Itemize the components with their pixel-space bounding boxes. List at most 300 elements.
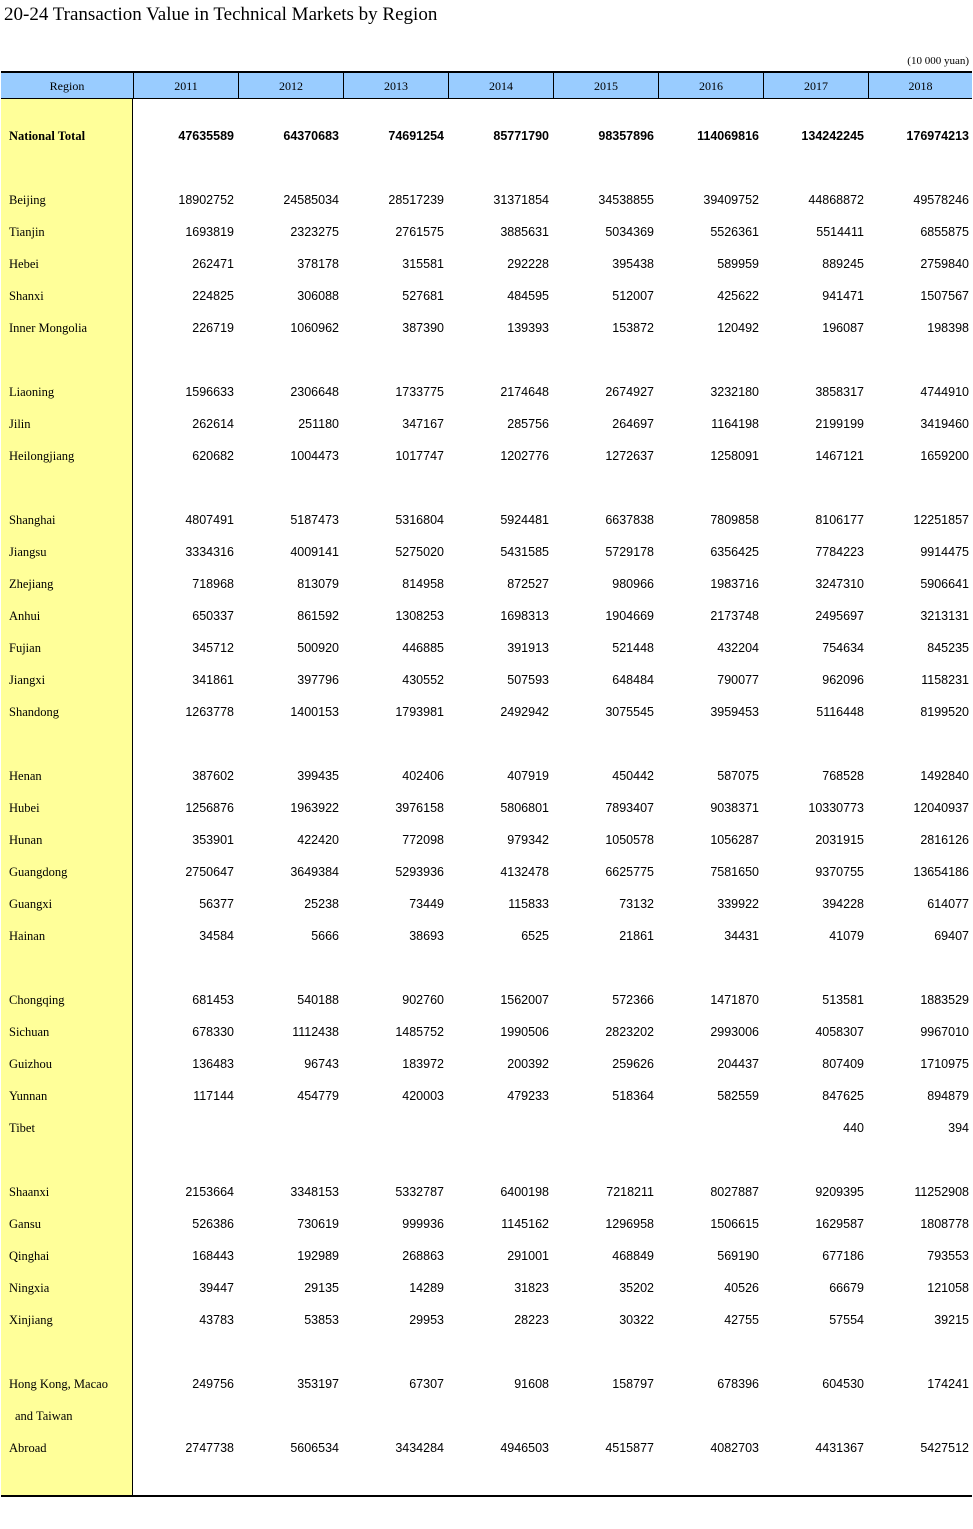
table-row — [1, 1310, 972, 1330]
value-cell: 1629587 — [815, 1217, 864, 1231]
value-cell: 53853 — [304, 1313, 339, 1327]
value-cell: 4515877 — [605, 1441, 654, 1455]
value-cell: 1056287 — [710, 833, 759, 847]
value-cell: 168443 — [192, 1249, 234, 1263]
value-cell: 650337 — [192, 609, 234, 623]
table-row — [1, 990, 972, 1010]
value-cell: 353197 — [297, 1377, 339, 1391]
value-cell: 18902752 — [178, 193, 234, 207]
value-cell: 430552 — [402, 673, 444, 687]
value-cell: 251180 — [298, 417, 339, 431]
value-cell: 8199520 — [920, 705, 969, 719]
value-cell: 589959 — [717, 257, 759, 271]
value-cell: 3075545 — [605, 705, 654, 719]
value-cell: 5034369 — [605, 225, 654, 239]
value-cell: 3976158 — [395, 801, 444, 815]
region-label: Ningxia — [9, 1281, 50, 1295]
region-label: Sichuan — [9, 1025, 50, 1039]
value-cell: 620682 — [192, 449, 234, 463]
value-cell: 5431585 — [500, 545, 549, 559]
value-cell: 3334316 — [185, 545, 234, 559]
value-cell: 158797 — [612, 1377, 654, 1391]
value-cell: 49578246 — [913, 193, 969, 207]
value-cell: 518364 — [612, 1089, 654, 1103]
value-cell: 292228 — [507, 257, 549, 271]
region-label: Qinghai — [9, 1249, 50, 1263]
value-cell: 66679 — [829, 1281, 864, 1295]
value-cell: 2492942 — [500, 705, 549, 719]
region-label: Inner Mongolia — [9, 321, 88, 335]
value-cell: 85771790 — [493, 129, 549, 143]
value-cell: 21861 — [619, 929, 654, 943]
region-label: Guangxi — [9, 897, 53, 911]
table-row — [1, 286, 972, 306]
value-cell: 813079 — [297, 577, 339, 591]
table-row — [1, 702, 972, 722]
value-cell: 3213131 — [920, 609, 969, 623]
region-label: Guangdong — [9, 865, 68, 879]
region-label: Shanghai — [9, 513, 56, 527]
value-cell: 29953 — [409, 1313, 444, 1327]
region-label: Abroad — [9, 1441, 47, 1455]
value-cell: 4132478 — [500, 865, 549, 879]
value-cell: 8027887 — [710, 1185, 759, 1199]
value-cell: 500920 — [297, 641, 339, 655]
value-cell: 2747738 — [185, 1441, 234, 1455]
region-label: Shaanxi — [9, 1185, 50, 1199]
value-cell: 117144 — [193, 1089, 234, 1103]
value-cell: 285756 — [507, 417, 549, 431]
table-row — [1, 1214, 972, 1234]
value-cell: 153872 — [612, 321, 654, 335]
value-cell: 677186 — [822, 1249, 864, 1263]
value-cell: 5729178 — [605, 545, 654, 559]
value-cell: 999936 — [402, 1217, 444, 1231]
value-cell: 64370683 — [283, 129, 339, 143]
value-cell: 262614 — [192, 417, 234, 431]
value-cell: 394228 — [822, 897, 864, 911]
value-cell: 3348153 — [290, 1185, 339, 1199]
table-row — [1, 542, 972, 562]
value-cell: 9209395 — [815, 1185, 864, 1199]
table-row — [1, 1374, 972, 1394]
value-cell: 4946503 — [500, 1441, 549, 1455]
value-cell: 1596633 — [185, 385, 234, 399]
table-row — [1, 1054, 972, 1074]
region-label: Hunan — [9, 833, 43, 847]
value-cell: 39215 — [934, 1313, 969, 1327]
value-cell: 399435 — [297, 769, 339, 783]
region-label: Heilongjiang — [9, 449, 75, 463]
value-cell: 513581 — [822, 993, 864, 1007]
region-label: Tibet — [9, 1121, 35, 1135]
table-row — [1, 1118, 972, 1138]
value-cell: 121058 — [927, 1281, 969, 1295]
value-cell: 28517239 — [388, 193, 444, 207]
value-cell: 397796 — [297, 673, 339, 687]
value-cell: 772098 — [402, 833, 444, 847]
value-cell: 268863 — [402, 1249, 444, 1263]
table-bottom-rule — [1, 1495, 972, 1497]
value-cell: 6855875 — [920, 225, 969, 239]
value-cell: 1258091 — [710, 449, 759, 463]
value-cell: 440 — [843, 1121, 864, 1135]
value-cell: 34584 — [199, 929, 234, 943]
value-cell: 38693 — [409, 929, 444, 943]
value-cell: 1507567 — [920, 289, 969, 303]
value-cell: 13654186 — [913, 865, 969, 879]
value-cell: 2306648 — [290, 385, 339, 399]
value-cell: 889245 — [822, 257, 864, 271]
value-cell: 183972 — [402, 1057, 444, 1071]
value-cell: 391913 — [507, 641, 549, 655]
region-label: Chongqing — [9, 993, 65, 1007]
value-cell: 454779 — [297, 1089, 339, 1103]
value-cell: 394 — [948, 1121, 969, 1135]
value-cell: 44868872 — [808, 193, 864, 207]
value-cell: 754634 — [822, 641, 864, 655]
value-cell: 894879 — [927, 1089, 969, 1103]
region-label: Shanxi — [9, 289, 44, 303]
header-region: Region — [49, 79, 85, 93]
value-cell: 196087 — [822, 321, 864, 335]
value-cell: 572366 — [612, 993, 654, 1007]
value-cell: 25238 — [304, 897, 339, 911]
value-cell: 807409 — [822, 1057, 864, 1071]
value-cell: 387390 — [402, 321, 444, 335]
value-cell: 1145162 — [501, 1217, 549, 1231]
value-cell: 200392 — [507, 1057, 549, 1071]
page-title: 20-24 Transaction Value in Technical Markets by Region — [4, 4, 438, 25]
value-cell: 5526361 — [710, 225, 759, 239]
value-cell: 614077 — [927, 897, 969, 911]
value-cell: 1990506 — [500, 1025, 549, 1039]
value-cell: 7218211 — [606, 1185, 654, 1199]
value-cell: 1272637 — [605, 449, 654, 463]
value-cell: 5332787 — [395, 1185, 444, 1199]
region-label: Jiangsu — [9, 545, 47, 559]
header-year: 2016 — [658, 73, 763, 99]
value-cell: 527681 — [402, 289, 444, 303]
value-cell: 35202 — [619, 1281, 654, 1295]
value-cell: 1004473 — [290, 449, 339, 463]
value-cell: 1808778 — [920, 1217, 969, 1231]
value-cell: 1202776 — [500, 449, 549, 463]
value-cell: 420003 — [402, 1089, 444, 1103]
value-cell: 14289 — [409, 1281, 444, 1295]
value-cell: 507593 — [507, 673, 549, 687]
value-cell: 3858317 — [815, 385, 864, 399]
value-cell: 3232180 — [710, 385, 759, 399]
value-cell: 9370755 — [815, 865, 864, 879]
value-cell: 861592 — [297, 609, 339, 623]
value-cell: 1793981 — [395, 705, 444, 719]
value-cell: 39447 — [199, 1281, 234, 1295]
region-label: Guizhou — [9, 1057, 53, 1071]
value-cell: 395438 — [612, 257, 654, 271]
value-cell: 387602 — [192, 769, 234, 783]
header-year: 2017 — [763, 73, 868, 99]
value-cell: 56377 — [199, 897, 234, 911]
value-cell: 540188 — [297, 993, 339, 1007]
table-row — [1, 1022, 972, 1042]
table-row — [1, 318, 972, 338]
region-label: Beijing — [9, 193, 46, 207]
region-label: Jilin — [9, 417, 31, 431]
value-cell: 12040937 — [913, 801, 969, 815]
value-cell: 7809858 — [710, 513, 759, 527]
value-cell: 790077 — [717, 673, 759, 687]
value-cell: 3434284 — [395, 1441, 444, 1455]
value-cell: 174241 — [927, 1377, 969, 1391]
region-label: Gansu — [9, 1217, 41, 1231]
value-cell: 2031915 — [815, 833, 864, 847]
table-row — [1, 510, 972, 530]
value-cell: 4082703 — [710, 1441, 759, 1455]
value-cell: 468849 — [612, 1249, 654, 1263]
value-cell: 1471870 — [710, 993, 759, 1007]
value-cell: 1710975 — [920, 1057, 969, 1071]
value-cell: 902760 — [402, 993, 444, 1007]
value-cell: 1296958 — [605, 1217, 654, 1231]
value-cell: 5806801 — [500, 801, 549, 815]
value-cell: 5275020 — [395, 545, 444, 559]
value-cell: 2323275 — [290, 225, 339, 239]
value-cell: 1017747 — [395, 449, 444, 463]
value-cell: 1492840 — [920, 769, 969, 783]
region-label: Yunnan — [9, 1089, 48, 1103]
value-cell: 3649384 — [290, 865, 339, 879]
value-cell: 845235 — [927, 641, 969, 655]
value-cell: 5906641 — [920, 577, 969, 591]
value-cell: 47635589 — [178, 129, 234, 143]
table-row — [1, 1182, 972, 1202]
value-cell: 1562007 — [500, 993, 549, 1007]
header-year: 2011 — [133, 73, 238, 99]
table-row — [1, 1438, 972, 1458]
value-cell: 484595 — [507, 289, 549, 303]
table-row — [1, 446, 972, 466]
value-cell: 1050578 — [605, 833, 654, 847]
value-cell: 1164198 — [711, 417, 759, 431]
value-cell: 6525 — [521, 929, 549, 943]
table-row — [1, 862, 972, 882]
value-cell: 69407 — [934, 929, 969, 943]
value-cell: 5606534 — [290, 1441, 339, 1455]
value-cell: 2199199 — [815, 417, 864, 431]
table-row — [1, 382, 972, 402]
value-cell: 5187473 — [290, 513, 339, 527]
value-cell: 3419460 — [920, 417, 969, 431]
value-cell: 120492 — [717, 321, 759, 335]
region-label: Liaoning — [9, 385, 55, 399]
value-cell: 192989 — [297, 1249, 339, 1263]
value-cell: 1659200 — [920, 449, 969, 463]
value-cell: 259626 — [612, 1057, 654, 1071]
value-cell: 34538855 — [598, 193, 654, 207]
table-row — [1, 1406, 972, 1426]
value-cell: 306088 — [297, 289, 339, 303]
value-cell: 526386 — [192, 1217, 234, 1231]
header-year: 2012 — [238, 73, 343, 99]
header-year: 2015 — [553, 73, 658, 99]
value-cell: 34431 — [724, 929, 759, 943]
value-cell: 3885631 — [500, 225, 549, 239]
value-cell: 425622 — [717, 289, 759, 303]
value-cell: 648484 — [612, 673, 654, 687]
value-cell: 31371854 — [493, 193, 549, 207]
value-cell: 521448 — [612, 641, 654, 655]
value-cell: 2153664 — [185, 1185, 234, 1199]
value-cell: 73449 — [409, 897, 444, 911]
table-row — [1, 1086, 972, 1106]
value-cell: 4744910 — [920, 385, 969, 399]
value-cell: 1733775 — [395, 385, 444, 399]
value-cell: 4058307 — [815, 1025, 864, 1039]
value-cell: 1693819 — [185, 225, 234, 239]
value-cell: 2759840 — [920, 257, 969, 271]
value-cell: 1158231 — [921, 673, 969, 687]
value-cell: 3959453 — [710, 705, 759, 719]
value-cell: 4431367 — [815, 1441, 864, 1455]
value-cell: 176974213 — [906, 129, 969, 143]
value-cell: 9038371 — [710, 801, 759, 815]
value-cell: 12251857 — [913, 513, 969, 527]
value-cell: 604530 — [822, 1377, 864, 1391]
value-cell: 11252908 — [914, 1185, 969, 1199]
value-cell: 479233 — [507, 1089, 549, 1103]
region-label: Hong Kong, Macao — [9, 1377, 108, 1391]
value-cell: 9967010 — [920, 1025, 969, 1039]
table-row — [1, 830, 972, 850]
value-cell: 5924481 — [500, 513, 549, 527]
header-year: 2018 — [868, 73, 972, 99]
value-cell: 681453 — [192, 993, 234, 1007]
value-cell: 5116448 — [816, 705, 864, 719]
value-cell: 339922 — [717, 897, 759, 911]
value-cell: 3247310 — [815, 577, 864, 591]
value-cell: 1112438 — [292, 1025, 339, 1039]
value-cell: 2816126 — [920, 833, 969, 847]
value-cell: 41079 — [829, 929, 864, 943]
value-cell: 6400198 — [500, 1185, 549, 1199]
value-cell: 1883529 — [920, 993, 969, 1007]
value-cell: 134242245 — [801, 129, 864, 143]
table-row — [1, 606, 972, 626]
table-row — [1, 126, 972, 146]
value-cell: 582559 — [717, 1089, 759, 1103]
value-cell: 98357896 — [598, 129, 654, 143]
table-row — [1, 926, 972, 946]
value-cell: 67307 — [409, 1377, 444, 1391]
value-cell: 7893407 — [605, 801, 654, 815]
table-row — [1, 766, 972, 786]
region-label: Fujian — [9, 641, 41, 655]
table-row — [1, 670, 972, 690]
value-cell: 512007 — [612, 289, 654, 303]
value-cell: 432204 — [717, 641, 759, 655]
table-row — [1, 1278, 972, 1298]
value-cell: 814958 — [402, 577, 444, 591]
value-cell: 6625775 — [605, 865, 654, 879]
value-cell: 962096 — [822, 673, 864, 687]
value-cell: 2174648 — [500, 385, 549, 399]
value-cell: 980966 — [612, 577, 654, 591]
value-cell: 1983716 — [710, 577, 759, 591]
value-cell: 678396 — [717, 1377, 759, 1391]
table-row — [1, 638, 972, 658]
value-cell: 10330773 — [808, 801, 864, 815]
value-cell: 96743 — [304, 1057, 339, 1071]
table-header — [1, 71, 972, 99]
table-row — [1, 798, 972, 818]
value-cell: 847625 — [822, 1089, 864, 1103]
value-cell: 29135 — [304, 1281, 339, 1295]
value-cell: 1485752 — [395, 1025, 444, 1039]
value-cell: 1263778 — [185, 705, 234, 719]
value-cell: 345712 — [192, 641, 234, 655]
value-cell: 5316804 — [395, 513, 444, 527]
value-cell: 291001 — [507, 1249, 549, 1263]
table-row — [1, 190, 972, 210]
value-cell: 74691254 — [388, 129, 444, 143]
value-cell: 5293936 — [395, 865, 444, 879]
value-cell: 587075 — [717, 769, 759, 783]
value-cell: 1060962 — [290, 321, 339, 335]
value-cell: 2823202 — [605, 1025, 654, 1039]
value-cell: 6356425 — [710, 545, 759, 559]
value-cell: 1506615 — [710, 1217, 759, 1231]
value-cell: 1904669 — [605, 609, 654, 623]
value-cell: 262471 — [192, 257, 234, 271]
value-cell: 115833 — [508, 897, 549, 911]
value-cell: 249756 — [192, 1377, 234, 1391]
value-cell: 114069816 — [697, 129, 759, 143]
value-cell: 402406 — [402, 769, 444, 783]
value-cell: 2495697 — [815, 609, 864, 623]
region-label: National Total — [9, 129, 86, 143]
value-cell: 7784223 — [815, 545, 864, 559]
value-cell: 450442 — [612, 769, 654, 783]
value-cell: 226719 — [192, 321, 234, 335]
value-cell: 2993006 — [710, 1025, 759, 1039]
value-cell: 1400153 — [290, 705, 339, 719]
value-cell: 422420 — [297, 833, 339, 847]
unit-label: (10 000 yuan) — [907, 55, 969, 67]
value-cell: 718968 — [192, 577, 234, 591]
region-label: Xinjiang — [9, 1313, 53, 1327]
header-year: 2014 — [448, 73, 553, 99]
region-label: Hebei — [9, 257, 39, 271]
value-cell: 198398 — [927, 321, 969, 335]
value-cell: 91608 — [514, 1377, 549, 1391]
value-cell: 24585034 — [283, 193, 339, 207]
value-cell: 353901 — [192, 833, 234, 847]
table-row — [1, 254, 972, 274]
value-cell: 768528 — [822, 769, 864, 783]
value-cell: 2173748 — [710, 609, 759, 623]
value-cell: 6637838 — [605, 513, 654, 527]
value-cell: 57554 — [829, 1313, 864, 1327]
value-cell: 941471 — [822, 289, 864, 303]
value-cell: 5666 — [311, 929, 339, 943]
region-label: Henan — [9, 769, 42, 783]
value-cell: 5514411 — [816, 225, 864, 239]
value-cell: 204437 — [717, 1057, 759, 1071]
table-row — [1, 414, 972, 434]
value-cell: 30322 — [619, 1313, 654, 1327]
value-cell: 4807491 — [185, 513, 234, 527]
